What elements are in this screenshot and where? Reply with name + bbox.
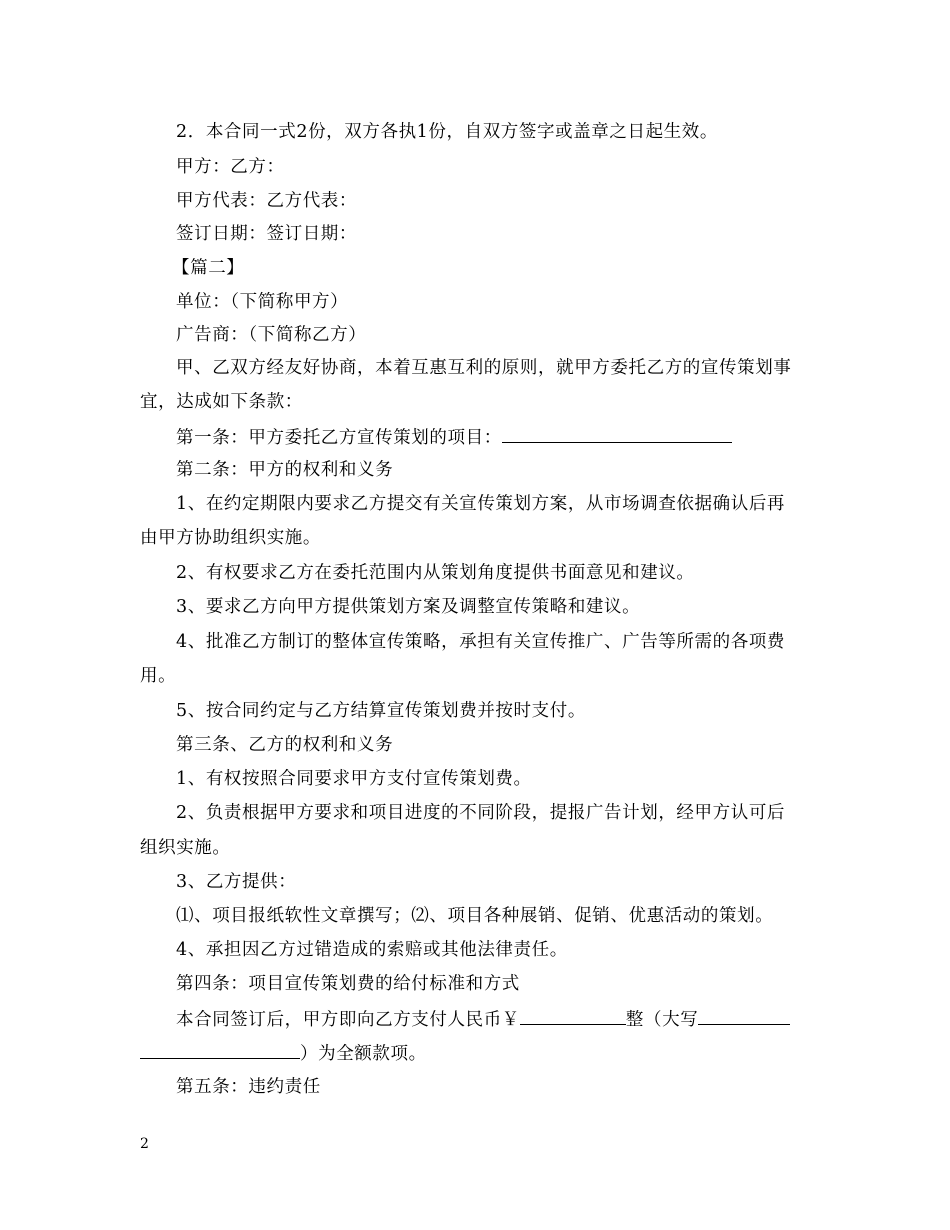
project-blank: [502, 424, 732, 443]
payment-line-2: [140, 1040, 427, 1066]
clause-b1: 1、有权按照合同要求甲方支付宣传策划费。: [176, 769, 532, 789]
page-number: 2: [140, 1136, 149, 1152]
clause-a4-line-2: 用。: [140, 666, 177, 686]
clause-a5: 5、按合同约定与乙方结算宣传策划费并按时支付。: [176, 701, 586, 721]
sign-date-line: 签订日期：签订日期：: [176, 224, 357, 244]
clause-a1-line-2: 由甲方协助组织实施。: [140, 528, 321, 548]
article-three-heading: 第三条、乙方的权利和义务: [176, 735, 394, 755]
clause-a1-line-1: 1、在约定期限内要求乙方提交有关宣传策划方案，从市场调查依据确认后再: [176, 494, 786, 514]
clause-b2-line-1: 2、负责根据甲方要求和项目进度的不同阶段，提报广告计划，经甲方认可后: [176, 803, 786, 823]
party-a-unit-line: 单位：（下简称甲方）: [176, 292, 349, 312]
contract-copies-clause: 2．本合同一式2份，双方各执1份，自双方签字或盖章之日起生效。: [176, 122, 718, 142]
amount-words-blank-1: [698, 1006, 790, 1025]
clause-a2: 2、有权要求乙方在委托范围内从策划角度提供书面意见和建议。: [176, 563, 695, 583]
clause-b3: 3、乙方提供：: [176, 872, 297, 892]
preamble-line-2: 宜，达成如下条款：: [140, 392, 303, 412]
article-one-line: [176, 424, 732, 450]
payment-line-1: [176, 1006, 790, 1032]
payment-text-2: 整（大写: [625, 1010, 699, 1030]
clause-b4: 4、承担因乙方过错造成的索赔或其他法律责任。: [176, 940, 568, 960]
party-line: 甲方：乙方：: [176, 157, 285, 177]
section-heading: 【篇二】: [172, 258, 245, 278]
representative-line: 甲方代表：乙方代表：: [176, 191, 357, 211]
clause-b2-line-2: 组织实施。: [140, 838, 231, 858]
article-four-heading: 第四条：项目宣传策划费的给付标准和方式: [176, 974, 520, 994]
payment-text-3: ）为全额款项。: [300, 1044, 427, 1064]
article-five-heading: 第五条：违约责任: [176, 1077, 321, 1097]
party-b-advertiser-line: 广告商：（下简称乙方）: [176, 325, 367, 345]
clause-a3: 3、要求乙方向甲方提供策划方案及调整宣传策略和建议。: [176, 597, 641, 617]
clause-a4-line-1: 4、批准乙方制订的整体宣传策略，承担有关宣传推广、广告等所需的各项费: [176, 632, 786, 652]
preamble-line-1: 甲、乙双方经友好协商，本着互惠互利的原则，就甲方委托乙方的宣传策划事: [176, 358, 792, 378]
payment-text-1: 本合同签订后，甲方即向乙方支付人民币￥: [176, 1010, 520, 1030]
amount-blank: [520, 1006, 626, 1025]
article-two-heading: 第二条：甲方的权利和义务: [176, 460, 394, 480]
clause-b3-items: ⑴、项目报纸软性文章撰写；⑵、项目各种展销、促销、优惠活动的策划。: [176, 906, 774, 926]
amount-words-blank-2: [140, 1040, 300, 1059]
article-one-text: 第一条：甲方委托乙方宣传策划的项目：: [176, 428, 502, 448]
